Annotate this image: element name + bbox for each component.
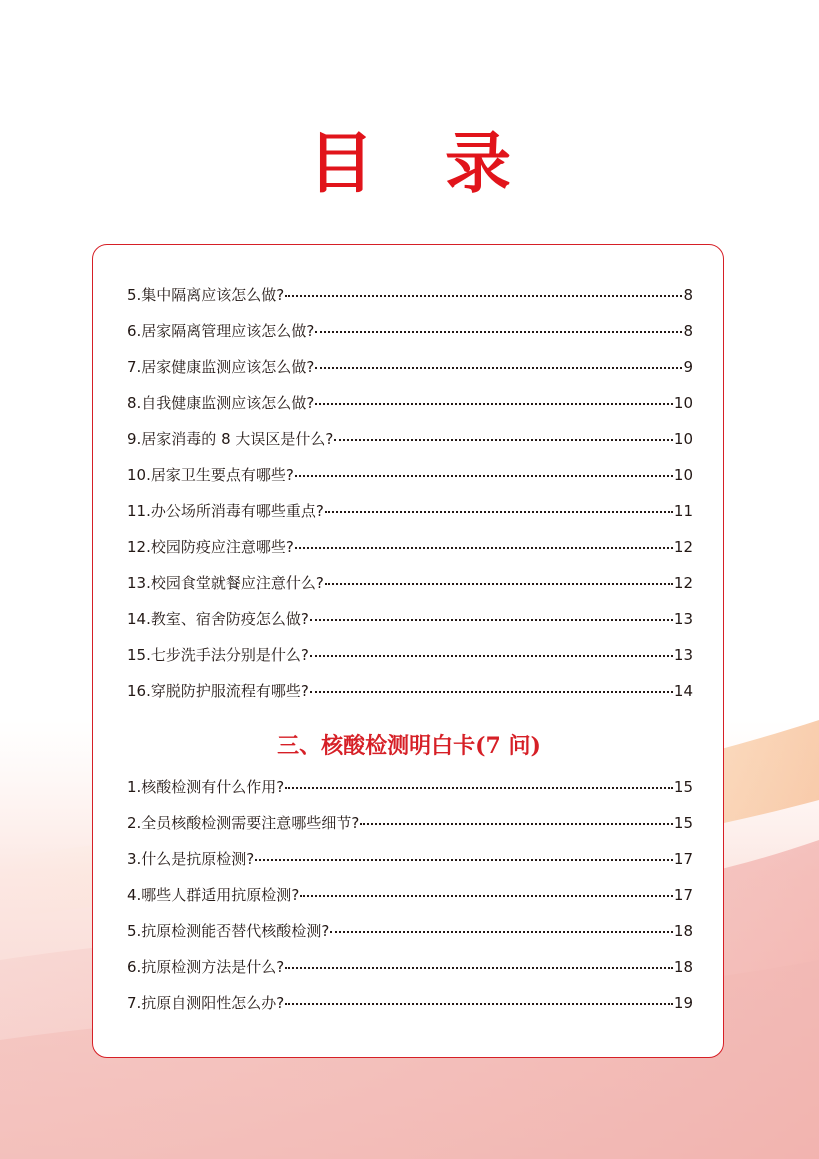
- toc-leader-dots: [295, 547, 673, 549]
- toc-page-number: 18: [673, 958, 693, 976]
- toc-entry[interactable]: [127, 673, 693, 709]
- toc-page-number: 18: [673, 922, 693, 940]
- toc-entry-title: 9.居家消毒的 8 大误区是什么?: [127, 430, 334, 448]
- toc-entry[interactable]: [127, 949, 693, 985]
- toc-entry-title: 5.集中隔离应该怎么做?: [127, 286, 285, 304]
- toc-entry-title: 8.自我健康监测应该怎么做?: [127, 394, 315, 412]
- toc-page-number: 10: [673, 430, 693, 448]
- toc-entry[interactable]: [127, 913, 693, 949]
- toc-entry-title: 6.居家隔离管理应该怎么做?: [127, 322, 315, 340]
- toc-entry[interactable]: [127, 637, 693, 673]
- toc-leader-dots: [334, 439, 673, 441]
- toc-page-number: 10: [673, 466, 693, 484]
- toc-page-number: 12: [673, 538, 693, 556]
- toc-entry[interactable]: [127, 565, 693, 601]
- toc-entry[interactable]: [127, 493, 693, 529]
- toc-list-part-2: [127, 277, 693, 709]
- toc-page-number: 17: [673, 850, 693, 868]
- toc-leader-dots: [325, 511, 673, 513]
- toc-leader-dots: [310, 619, 673, 621]
- toc-page-number: 10: [673, 394, 693, 412]
- toc-page-number: 13: [673, 646, 693, 664]
- toc-entry[interactable]: [127, 985, 693, 1021]
- toc-page-number: 8: [683, 322, 693, 340]
- toc-entry[interactable]: [127, 841, 693, 877]
- toc-entry[interactable]: [127, 877, 693, 913]
- toc-entry-title: 2.全员核酸检测需要注意哪些细节?: [127, 814, 360, 832]
- toc-page-number: 9: [683, 358, 693, 376]
- toc-entry-title: 5.抗原检测能否替代核酸检测?: [127, 922, 330, 940]
- toc-leader-dots: [285, 787, 673, 789]
- toc-entry[interactable]: [127, 385, 693, 421]
- toc-page-number: 14: [673, 682, 693, 700]
- toc-entry[interactable]: [127, 457, 693, 493]
- toc-leader-dots: [285, 1003, 673, 1005]
- toc-page-number: 13: [673, 610, 693, 628]
- toc-leader-dots: [300, 895, 673, 897]
- toc-page-number: 19: [673, 994, 693, 1012]
- toc-entry[interactable]: [127, 421, 693, 457]
- toc-leader-dots: [315, 331, 682, 333]
- toc-leader-dots: [295, 475, 673, 477]
- toc-entry[interactable]: [127, 313, 693, 349]
- toc-entry-title: 1.核酸检测有什么作用?: [127, 778, 285, 796]
- toc-page-number: 17: [673, 886, 693, 904]
- toc-entry-title: 4.哪些人群适用抗原检测?: [127, 886, 300, 904]
- toc-entry[interactable]: [127, 769, 693, 805]
- toc-entry-title: 7.抗原自测阳性怎么办?: [127, 994, 285, 1012]
- toc-entry-title: 10.居家卫生要点有哪些?: [127, 466, 294, 484]
- toc-leader-dots: [285, 967, 673, 969]
- toc-entry-title: 11.办公场所消毒有哪些重点?: [127, 502, 324, 520]
- toc-leader-dots: [315, 403, 673, 405]
- toc-leader-dots: [310, 655, 673, 657]
- toc-page-number: 12: [673, 574, 693, 592]
- toc-entry[interactable]: [127, 277, 693, 313]
- toc-entry[interactable]: [127, 529, 693, 565]
- toc-leader-dots: [325, 583, 673, 585]
- toc-leader-dots: [310, 691, 673, 693]
- toc-entry-title: 3.什么是抗原检测?: [127, 850, 255, 868]
- page-title: 目 录: [308, 124, 535, 202]
- toc-entry[interactable]: [127, 805, 693, 841]
- toc-entry-title: 16.穿脱防护服流程有哪些?: [127, 682, 309, 700]
- table-of-contents-panel: [92, 244, 724, 1058]
- toc-page-number: 15: [673, 814, 693, 832]
- toc-leader-dots: [285, 295, 682, 297]
- toc-page-number: 8: [683, 286, 693, 304]
- toc-entry-title: 15.七步洗手法分别是什么?: [127, 646, 309, 664]
- toc-leader-dots: [330, 931, 673, 933]
- toc-leader-dots: [315, 367, 682, 369]
- toc-entry-title: 7.居家健康监测应该怎么做?: [127, 358, 315, 376]
- toc-entry-title: 14.教室、宿舍防疫怎么做?: [127, 610, 309, 628]
- toc-list-part-3: [127, 769, 693, 1021]
- toc-page-number: 11: [673, 502, 693, 520]
- toc-entry[interactable]: [127, 601, 693, 637]
- toc-entry-title: 13.校园食堂就餐应注意什么?: [127, 574, 324, 592]
- toc-entry[interactable]: [127, 349, 693, 385]
- toc-leader-dots: [255, 859, 673, 861]
- section-heading: 三、核酸检测明白卡(7 问): [277, 733, 541, 759]
- toc-entry-title: 6.抗原检测方法是什么?: [127, 958, 285, 976]
- toc-page-number: 15: [673, 778, 693, 796]
- toc-entry-title: 12.校园防疫应注意哪些?: [127, 538, 294, 556]
- toc-leader-dots: [360, 823, 673, 825]
